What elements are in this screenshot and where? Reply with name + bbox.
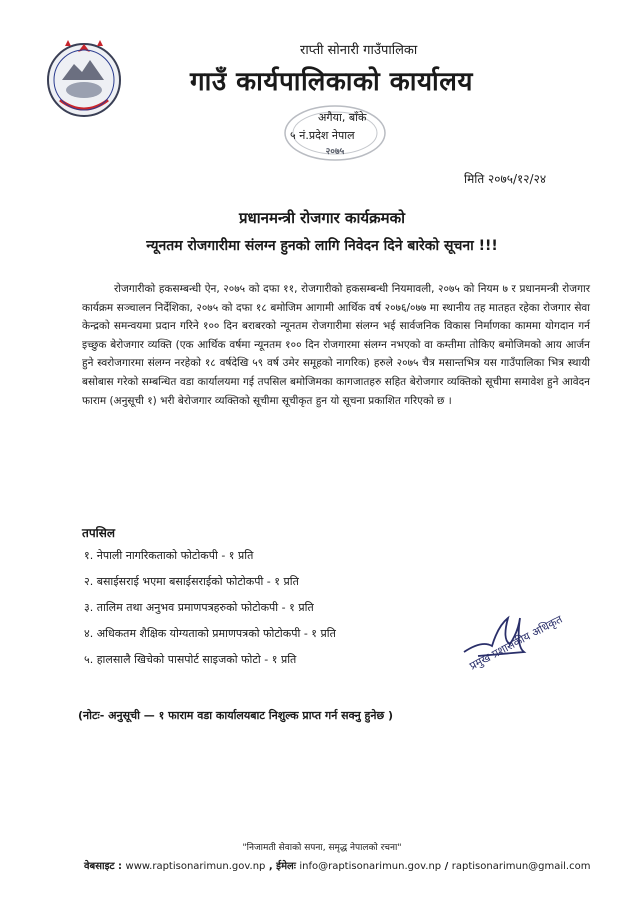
notice-body: रोजगारीको हकसम्बन्धी ऐन, २०७५ को दफा ११, रोजगारीको हकसम्बन्धी नियमावली, २०७५ को नियम ७ र प्रधानमन्त्री रोजगार कार्यक्रम सञ्चालन निर्देशिका, २०७५ को दफा १८ बमोजिम आगामी आर्थिक वर्ष २०७६/०७७ मा स्थानीय तह मातहत रहेका रोजगार सेवा केन्द्रको समन्वयमा प्रदान गरिने १०० दिन बराबरको न्यूनतम रोजगारीमा संलग्न भई सार्वजनिक विकास निर्माणका काममा योगदान गर्न इच्छुक बेरोजगार व्यक्ति (एक आर्थिक वर्षमा न्यूनतम १०० दिन रोजगारमा संलग्न नभएको वा कम्तीमा तोकिए बमोजिमको आय आर्जन हुने स्वरोजगारमा संलग्न नरहेको १८ वर्षदेखि ५९ वर्ष उमेर समूहको नागरिक) हरुले २०७५ चैत्र मसान्तभित्र यस गाउँपालिका भित्र स्थायी बसोबास गरेको सम्बन्धित वडा कार्यालयमा गई तपसिल बमोजिमका कागजातहरु सहित बेरोजगार व्यक्तिको सूचीमा समावेश हुने आवेदन फाराम (अनुसूची १) भरी बेरोजगार व्यक्तिको सूचीमा सूचीकृत हुन यो सूचना प्रकाशित गरिएको छ ।: [82, 283, 590, 407]
contact-footer: [84, 858, 590, 872]
requirement-item: ५. हालसालै खिचेको पासपोर्ट साइजको फोटो - १ प्रति: [84, 653, 297, 666]
officer-signature: [458, 596, 598, 676]
nepal-emblem-logo: [38, 30, 130, 122]
email-separator: /: [444, 861, 452, 872]
requirement-item: ४. अधिकतम शैक्षिक योग्यताको प्रमाणपत्रको फोटोकपी - १ प्रति: [84, 627, 336, 640]
office-title: गाउँ कार्यपालिकाको कार्यालय: [190, 67, 473, 97]
municipality-name: राप्ती सोनारी गाउँपालिका: [300, 43, 418, 58]
email-link-1[interactable]: info@raptisonarimun.gov.np: [299, 861, 442, 872]
signatory-designation: प्रमुख प्रशासकीय अधिकृत: [467, 612, 565, 673]
notice-date: मिति २०७५/१२/२४: [464, 172, 547, 186]
requirement-item: १. नेपाली नागरिकताको फोटोकपी - १ प्रति: [84, 549, 254, 562]
email-link-2[interactable]: raptisonarimun@gmail.com: [451, 861, 591, 872]
footnote: (नोटः- अनुसूची — १ फाराम वडा कार्यालयबाट निशुल्क प्राप्त गर्न सक्नु हुनेछ ): [78, 709, 394, 722]
slogan: "निजामती सेवाको सपना, समृद्ध नेपालको रचना": [242, 843, 402, 853]
notice-title-line2: न्यूनतम रोजगारीमा संलग्न हुनको लागि निवेदन दिने बारेको सूचना !!!: [146, 238, 498, 254]
svg-text:२०७५: २०७५: [325, 147, 345, 157]
email-label: , ईमेलः: [268, 861, 296, 872]
requirement-item: २. बसाईसराई भएमा बसाईसराईको फोटोकपी - १ प्रति: [84, 575, 299, 588]
address-line-1: अगैया, बाँके: [318, 111, 367, 124]
address-line-2: ५ नं.प्रदेश नेपाल: [290, 129, 355, 142]
requirement-item: ३. तालिम तथा अनुभव प्रमाणपत्रहरुको फोटोकपी - १ प्रति: [84, 601, 314, 614]
annex-heading: तपसिल: [82, 526, 116, 540]
website-link[interactable]: www.raptisonarimun.gov.np: [125, 861, 266, 872]
notice-title-line1: प्रधानमन्त्री रोजगार कार्यक्रमको: [238, 209, 406, 227]
website-label: वेबसाइट :: [84, 861, 123, 872]
